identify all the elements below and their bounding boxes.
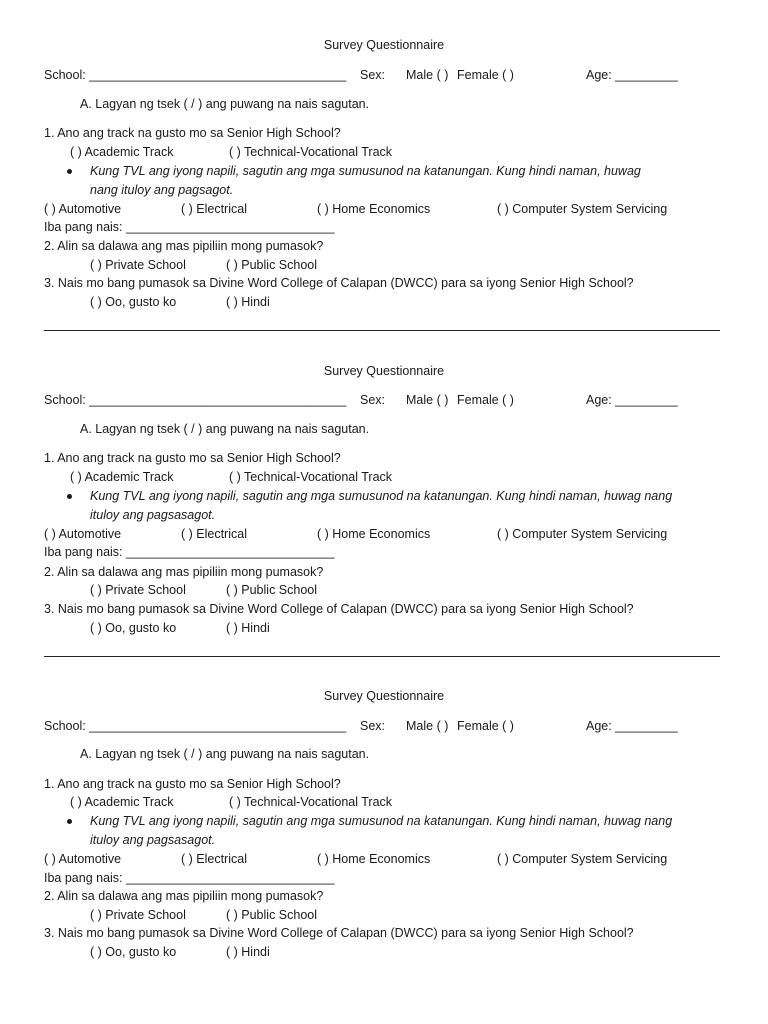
- question-1: 1. Ano ang track na gusto mo sa Senior High School?: [44, 777, 341, 791]
- tvl-note-line-2: ituloy ang pagsasagot.: [90, 833, 216, 847]
- tvl-track-checkbox[interactable]: ( ) Technical-Vocational Track: [229, 470, 393, 484]
- others-field[interactable]: Iba pang nais: ______________________________: [44, 545, 335, 559]
- instruction-text: A. Lagyan ng tsek ( / ) ang puwang na nais sagutan.: [80, 747, 370, 761]
- home-economics-checkbox[interactable]: ( ) Home Economics: [317, 527, 431, 541]
- school-field[interactable]: School: _____________________________________: [44, 719, 347, 733]
- bullet-icon: [67, 494, 72, 499]
- private-school-checkbox[interactable]: ( ) Private School: [90, 908, 186, 922]
- electrical-checkbox[interactable]: ( ) Electrical: [181, 527, 247, 541]
- academic-track-checkbox[interactable]: ( ) Academic Track: [70, 145, 174, 159]
- bullet-icon: [67, 169, 72, 174]
- automotive-checkbox[interactable]: ( ) Automotive: [44, 527, 122, 541]
- instruction-text: A. Lagyan ng tsek ( / ) ang puwang na nais sagutan.: [80, 422, 370, 436]
- school-field[interactable]: School: _____________________________________: [44, 68, 347, 82]
- question-2: 2. Alin sa dalawa ang mas pipiliin mong pumasok?: [44, 565, 324, 579]
- form-title: Survey Questionnaire: [323, 689, 445, 703]
- css-checkbox[interactable]: ( ) Computer System Servicing: [497, 852, 668, 866]
- public-school-checkbox[interactable]: ( ) Public School: [226, 908, 318, 922]
- tvl-track-checkbox[interactable]: ( ) Technical-Vocational Track: [229, 145, 393, 159]
- css-checkbox[interactable]: ( ) Computer System Servicing: [497, 527, 668, 541]
- female-checkbox[interactable]: Female ( ): [457, 719, 514, 733]
- academic-track-checkbox[interactable]: ( ) Academic Track: [70, 795, 174, 809]
- no-checkbox[interactable]: ( ) Hindi: [226, 621, 270, 635]
- public-school-checkbox[interactable]: ( ) Public School: [226, 583, 318, 597]
- others-field[interactable]: Iba pang nais: ______________________________: [44, 220, 335, 234]
- automotive-checkbox[interactable]: ( ) Automotive: [44, 852, 122, 866]
- question-3: 3. Nais mo bang pumasok sa Divine Word College of Calapan (DWCC) para sa iyong Senior High School?: [44, 926, 634, 940]
- age-field[interactable]: Age: _________: [586, 68, 678, 82]
- public-school-checkbox[interactable]: ( ) Public School: [226, 258, 318, 272]
- tvl-note-line-2: nang ituloy ang pagsagot.: [90, 183, 234, 197]
- tvl-note-line-1: Kung TVL ang iyong napili, sagutin ang mga sumusunod na katanungan. Kung hindi naman, huwag nang: [90, 489, 673, 503]
- female-checkbox[interactable]: Female ( ): [457, 393, 514, 407]
- survey-form-2: [0, 326, 768, 651]
- form-title: Survey Questionnaire: [323, 38, 445, 52]
- yes-checkbox[interactable]: ( ) Oo, gusto ko: [90, 295, 177, 309]
- form-title: Survey Questionnaire: [323, 364, 445, 378]
- academic-track-checkbox[interactable]: ( ) Academic Track: [70, 470, 174, 484]
- age-field[interactable]: Age: _________: [586, 719, 678, 733]
- yes-checkbox[interactable]: ( ) Oo, gusto ko: [90, 945, 177, 959]
- sex-label: Sex:: [360, 68, 386, 82]
- male-checkbox[interactable]: Male ( ): [406, 68, 449, 82]
- css-checkbox[interactable]: ( ) Computer System Servicing: [497, 202, 668, 216]
- tvl-track-checkbox[interactable]: ( ) Technical-Vocational Track: [229, 795, 393, 809]
- home-economics-checkbox[interactable]: ( ) Home Economics: [317, 852, 431, 866]
- sex-label: Sex:: [360, 719, 386, 733]
- no-checkbox[interactable]: ( ) Hindi: [226, 945, 270, 959]
- private-school-checkbox[interactable]: ( ) Private School: [90, 258, 186, 272]
- tvl-note-line-2: ituloy ang pagsasagot.: [90, 508, 216, 522]
- question-2: 2. Alin sa dalawa ang mas pipiliin mong pumasok?: [44, 889, 324, 903]
- instruction-text: A. Lagyan ng tsek ( / ) ang puwang na nais sagutan.: [80, 97, 370, 111]
- question-3: 3. Nais mo bang pumasok sa Divine Word College of Calapan (DWCC) para sa iyong Senior High School?: [44, 602, 634, 616]
- automotive-checkbox[interactable]: ( ) Automotive: [44, 202, 122, 216]
- electrical-checkbox[interactable]: ( ) Electrical: [181, 852, 247, 866]
- private-school-checkbox[interactable]: ( ) Private School: [90, 583, 186, 597]
- tvl-note-line-1: Kung TVL ang iyong napili, sagutin ang mga sumusunod na katanungan. Kung hindi naman, huwag: [90, 164, 641, 178]
- others-field[interactable]: Iba pang nais: ______________________________: [44, 871, 335, 885]
- survey-form-1: [0, 0, 768, 325]
- female-checkbox[interactable]: Female ( ): [457, 68, 514, 82]
- bullet-icon: [67, 819, 72, 824]
- school-field[interactable]: School: _____________________________________: [44, 393, 347, 407]
- question-3: 3. Nais mo bang pumasok sa Divine Word College of Calapan (DWCC) para sa iyong Senior High School?: [44, 276, 634, 290]
- question-1: 1. Ano ang track na gusto mo sa Senior High School?: [44, 126, 341, 140]
- home-economics-checkbox[interactable]: ( ) Home Economics: [317, 202, 431, 216]
- survey-form-3: [0, 651, 768, 976]
- electrical-checkbox[interactable]: ( ) Electrical: [181, 202, 247, 216]
- yes-checkbox[interactable]: ( ) Oo, gusto ko: [90, 621, 177, 635]
- question-1: 1. Ano ang track na gusto mo sa Senior High School?: [44, 451, 341, 465]
- male-checkbox[interactable]: Male ( ): [406, 393, 449, 407]
- tvl-note-line-1: Kung TVL ang iyong napili, sagutin ang mga sumusunod na katanungan. Kung hindi naman, huwag nang: [90, 814, 673, 828]
- no-checkbox[interactable]: ( ) Hindi: [226, 295, 270, 309]
- question-2: 2. Alin sa dalawa ang mas pipiliin mong pumasok?: [44, 239, 324, 253]
- age-field[interactable]: Age: _________: [586, 393, 678, 407]
- sex-label: Sex:: [360, 393, 386, 407]
- male-checkbox[interactable]: Male ( ): [406, 719, 449, 733]
